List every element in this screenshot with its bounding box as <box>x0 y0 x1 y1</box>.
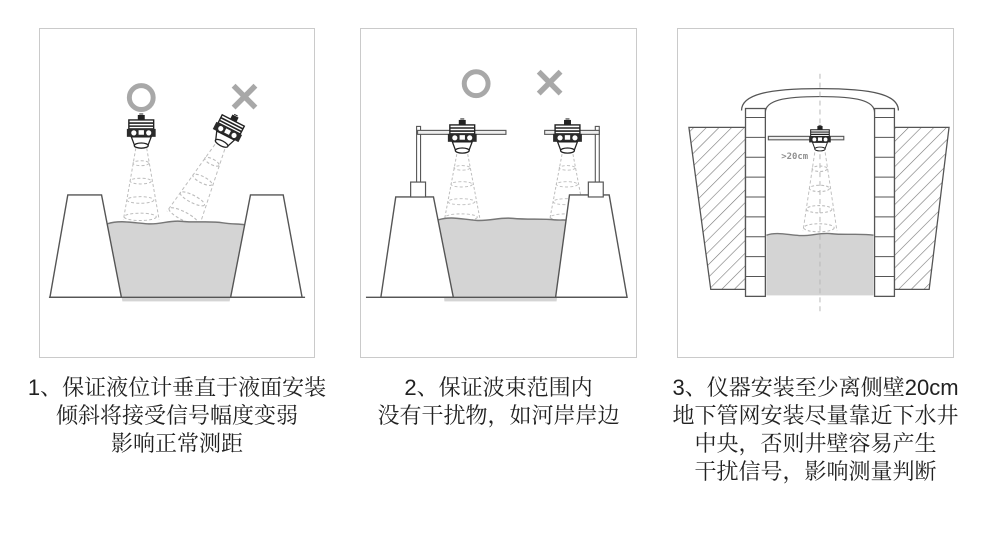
panel-1-illustration <box>39 28 315 358</box>
circle-correct-mark-icon <box>464 72 488 96</box>
radar-beam-vertical <box>123 148 159 220</box>
radar-level-sensor <box>809 125 831 151</box>
panel-1-drawing <box>40 29 314 357</box>
mounting-bar <box>768 136 843 139</box>
caption-panel-2 <box>360 374 637 430</box>
caption-panel-1 <box>27 374 327 458</box>
caption-panel-3 <box>672 374 959 486</box>
circle-correct-mark-icon <box>129 86 153 110</box>
channel-bank-right <box>231 195 302 297</box>
x-wrong-mark-icon <box>539 72 561 94</box>
radar-beam-left <box>444 154 480 220</box>
channel-bank-right <box>556 195 627 297</box>
tilted-sensor-group <box>167 107 252 228</box>
panel-2-illustration <box>360 28 637 358</box>
caption-line: 干扰信号，影响测量判断 <box>694 459 937 484</box>
caption-line: 没有干扰物，如河岸岸边 <box>377 403 620 428</box>
panel-3-illustration <box>677 28 954 358</box>
water-body <box>108 221 245 301</box>
caption-line: 1、保证液位计垂直于液面安装 <box>27 375 327 400</box>
bracket-pole-right <box>595 126 599 184</box>
radar-level-sensor-right <box>553 119 582 153</box>
well-wall-right <box>875 109 895 297</box>
caption-line: 2、保证波束范围内 <box>404 375 593 400</box>
caption-line: 地下管网安装尽量靠近下水井 <box>672 403 959 428</box>
channel-bank-left <box>50 195 121 297</box>
earth-hatch-right <box>894 127 949 289</box>
channel-bank-left <box>381 197 453 297</box>
panel-3-drawing <box>678 29 953 357</box>
earth-hatch-left <box>689 127 746 289</box>
well-wall-left <box>746 109 766 297</box>
distance-label: >20cm <box>781 152 809 163</box>
radar-level-sensor-left <box>448 119 477 153</box>
bracket-base-right <box>588 182 603 197</box>
radar-beam-tilted <box>167 139 236 229</box>
panel-2-drawing <box>361 29 636 357</box>
caption-line: 倾斜将接受信号幅度变弱 <box>55 403 298 428</box>
caption-line: 中央，否则井壁容易产生 <box>694 431 937 456</box>
x-wrong-mark-icon <box>234 86 256 108</box>
radar-level-sensor-vertical <box>127 114 156 148</box>
caption-line: 影响正常测距 <box>110 431 243 456</box>
water-body <box>438 218 566 301</box>
bracket-base-left <box>411 182 426 197</box>
bracket-pole-left <box>417 126 421 184</box>
caption-line: 3、仪器安装至少离侧壁20cm <box>672 375 959 400</box>
